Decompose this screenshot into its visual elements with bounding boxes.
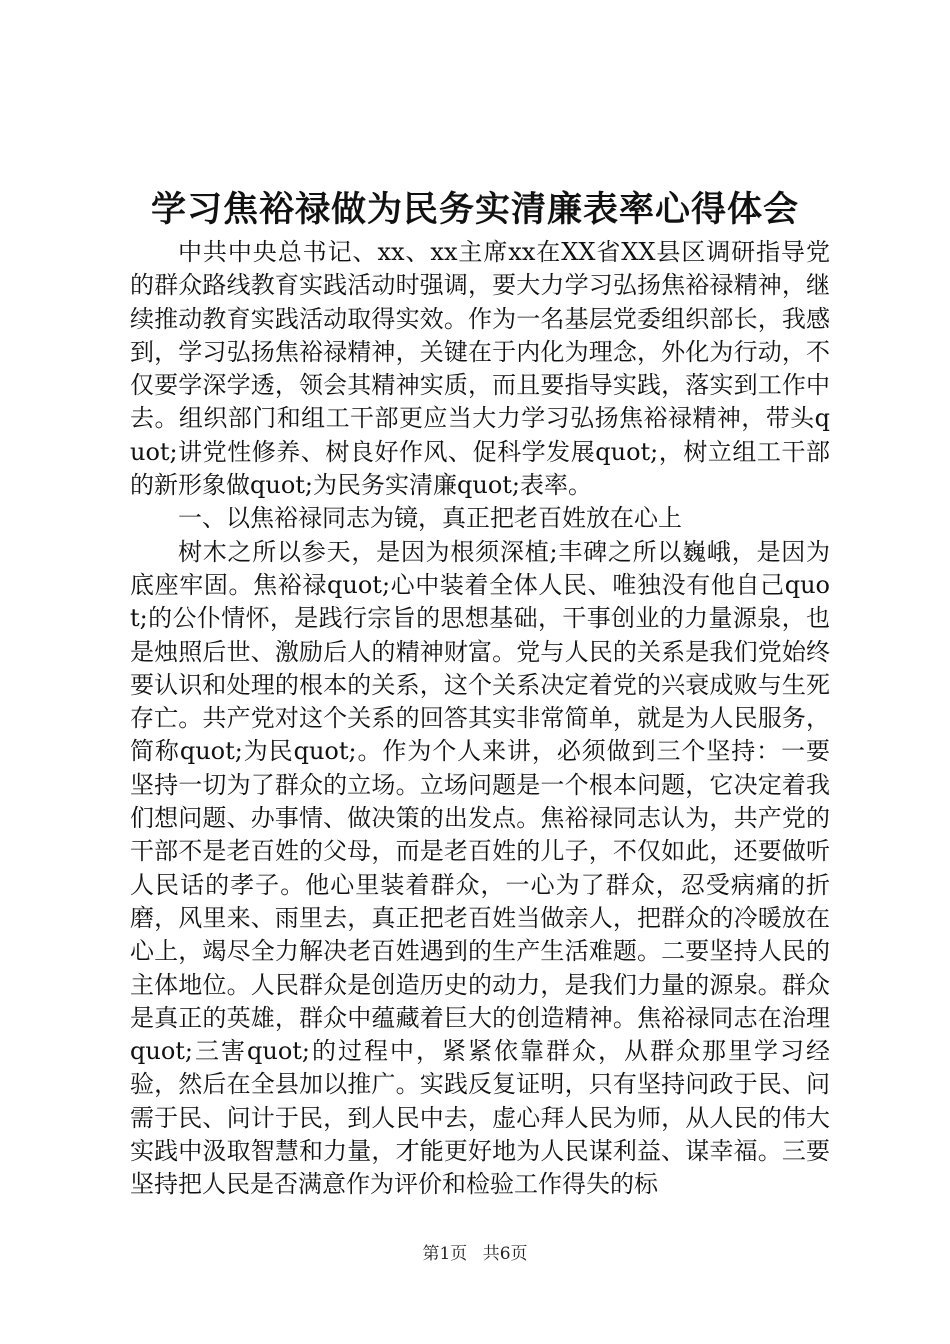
intro-paragraph: 中共中央总书记、xx、xx主席xx在XX省XX县区调研指导党的群众路线教育实践活动时强调，要大力学习弘扬焦裕禄精神，继续推动教育实践活动取得实效。作为一名基层党委组织部长，我感到，学习弘扬焦裕禄精神，关键在于内化为理念，外化为行动，不仅要学深学透，领会其精神实质，而且要指导实践，落实到工作中去。组织部门和组工干部更应当大力学习弘扬焦裕禄精神，带头quot;讲党性修养、树良好作风、促科学发展quot;，树立组工干部的新形象做quot;为民务实清廉quot;表率。 — [130, 238, 830, 500]
page-footer — [0, 1243, 950, 1265]
page-total: 共6页 — [482, 1244, 528, 1264]
body-paragraph: 树木之所以参天，是因为根须深植;丰碑之所以巍峨，是因为底座牢固。焦裕禄quot;心中装着全体人民、唯独没有他自己quot;的公仆情怀，是践行宗旨的思想基础，干事创业的力量源泉，也是烛照后世、激励后人的精神财富。党与人民的关系是我们党始终要认识和处理的根本的关系，这个关系决定着党的兴衰成败与生死存亡。共产党对这个关系的回答其实非常简单，就是为人民服务，简称quot;为民quot;。作为个人来讲，必须做到三个坚持：一要坚持一切为了群众的立场。立场问题是一个根本问题，它决定着我们想问题、办事情、做决策的出发点。焦裕禄同志认为，共产党的干部不是老百姓的父母，而是老百姓的儿子，不仅如此，还要做听人民话的孝子。他心里装着群众，一心为了群众，忍受病痛的折磨，风里来、雨里去，真正把老百姓当做亲人，把群众的冷暖放在心上，竭尽全力解决老百姓遇到的生产生活难题。二要坚持人民的主体地位。人民群众是创造历史的动力，是我们力量的源泉。群众是真正的英雄，群众中蕴藏着巨大的创造精神。焦裕禄同志在治理quot;三害quot;的过程中，紧紧依靠群众，从群众那里学习经验，然后在全县加以推广。实践反复证明，只有坚持问政于民、问需于民、问计于民，到人民中去，虚心拜人民为师，从人民的伟大实践中汲取智慧和力量，才能更好地为人民谋利益、谋幸福。三要坚持把人民是否满意作为评价和检验工作得失的标 — [130, 537, 830, 1199]
section-heading: 一、以焦裕禄同志为镜，真正把老百姓放在心上 — [178, 504, 682, 533]
document-body — [130, 236, 830, 1202]
document-title: 学习焦裕禄做为民务实清廉表率心得体会 — [150, 189, 799, 230]
page-number: 第1页 — [422, 1244, 468, 1264]
